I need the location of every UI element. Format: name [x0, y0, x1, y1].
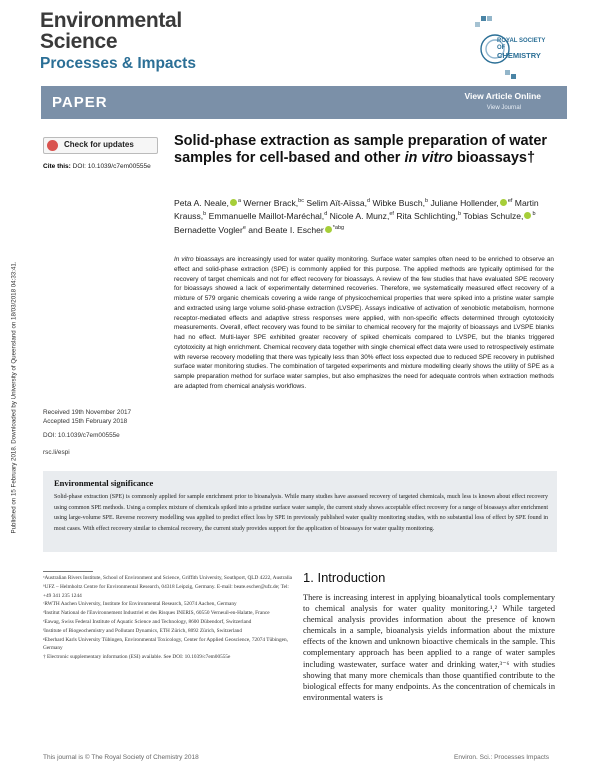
affiliations	[43, 571, 293, 662]
affiliation-marker: bc	[298, 198, 304, 204]
received-dates: Received 19th November 2017 Accepted 15th February 2018	[43, 409, 132, 425]
article-title: Solid-phase extraction as sample preparation of water samples for cell-based and other in vitro bioassays†	[174, 133, 548, 166]
journal-title-line1: Environmental	[40, 9, 182, 32]
affiliation-marker: d	[367, 198, 371, 204]
article-type-banner	[41, 86, 567, 119]
download-note: Published on 15 February 2018. Downloaded by University of Queensland on 18/03/2018 04:33:41.	[10, 261, 18, 534]
orcid-icon[interactable]	[500, 199, 507, 206]
significance-heading: Environmental significance	[54, 478, 154, 488]
article-doi: DOI: 10.1039/c7em00555e	[43, 432, 120, 439]
affiliation: ᵍEberhard Karls University Tübingen, Environmental Toxicology, Center for Applied Geoscience, 72074 Tübingen, Germany	[43, 636, 288, 652]
orcid-icon[interactable]	[230, 199, 237, 206]
orcid-icon[interactable]	[325, 226, 332, 233]
affiliation-marker: ef	[389, 211, 394, 218]
affiliation-marker: b	[457, 211, 462, 218]
author-name: Emmanuelle Maillot-Maréchal,	[208, 211, 325, 222]
footnote-rule	[43, 571, 93, 572]
author-name: Nicole A. Munz,	[329, 211, 390, 222]
affiliation: ᵉEawag, Swiss Federal Institute of Aquatic Science and Technology, 8600 Dübendorf, Switzerland	[43, 618, 252, 625]
abstract: In vitro bioassays are increasingly used for water quality monitoring. Surface water samples often need to be enriched to observe an effect and solid-phase extraction (SPE) is commonly applied for this purpose. The applied methods are typically optimised for the recovery of target chemicals and not for effect recovery for bioassays. A review of the few studies that have evaluated SPE recovery for bioassays showed a lack of experimentally determined recoveries. Therefore, we systematically measured effect recovery of a mixture of 579 organic chemicals covering a wide range of physicochemical properties that were spiked into a pristine water sample and extracted using large volume solid-phase extraction (LVSPE). Assays indicative of activation of xenobiotic metabolism, hormone receptor-mediated effects and adaptive stress responses were applied, with non-specific effects determined through cytotoxicity measurements. Overall, effect recovery was found to be similar to chemical recovery for the majority of bioassays and LVSPE blanks had no effect. Multi-layer SPE exhibited greater recovery of spiked chemicals compared to LVSPE, but the blanks triggered cytotoxicity at high enrichment. Chemical recovery data together with single chemical effect data were used to retrospectively estimate with reverse recovery modelling that there was typically less than 30% effect loss expected due to reduced SPE recovery in published surface water monitoring studies. The combination of targeted experiments and mixture modelling clearly shows the utility of SPE as a sample preparation method for surface water samples, but also emphasizes the need for adequate controls when extraction methods are adapted from chemical analysis workflows.	[174, 256, 554, 390]
esi-note: † Electronic supplementary information (ESI) available. See DOI: 10.1039/c7em00555e	[43, 654, 231, 661]
check-updates-icon	[47, 140, 58, 151]
affiliation-marker: *abg	[332, 224, 345, 231]
affiliation-marker: b	[425, 198, 429, 204]
short-link[interactable]: rsc.li/espi	[43, 449, 70, 456]
view-journal-link[interactable]: View Journal	[486, 105, 521, 111]
author-name: Selim Aït-Aïssa,	[306, 197, 368, 208]
author-name: Bernadette Vogler	[174, 224, 243, 235]
author-name: and Beate I. Escher	[248, 224, 324, 235]
journal-title	[40, 10, 196, 72]
author-list	[174, 196, 554, 236]
check-for-updates-label: Check for updates	[64, 140, 134, 149]
affiliation: ᶜRWTH Aachen University, Institute for Environmental Research, 52074 Aachen, Germany	[43, 601, 237, 608]
author-name: Peta A. Neale,	[174, 197, 229, 208]
affiliation-marker: a	[237, 198, 242, 204]
significance-box	[43, 471, 557, 552]
cite-this: Cite this: DOI: 10.1039/c7em00555e	[43, 163, 151, 170]
journal-title-line3: Processes & Impacts	[40, 55, 196, 72]
author-name: Juliane Hollender,	[430, 197, 499, 208]
author-name: Wibke Busch,	[372, 197, 426, 208]
affiliation-marker: e	[242, 224, 246, 231]
significance-body: Solid-phase extraction (SPE) is commonly applied for sample enrichment prior to bioanalysis. While many studies have assessed recovery of targeted chemicals, much less is known about effect recovery using common SPE methods. Using a complex mixture of chemicals spiked into a pristine surface water sample, the current study shows acceptable effect recovery for a range of bioassays after enrichment using large-volume SPE. Reverse recovery modelling was applied to predict effect loss by SPE in previously published water quality monitoring studies, with no substantial loss of effect by SPE found in most cases. With effect recovery similar to chemical recovery, the current study provides support for the application of bioassays for water quality monitoring.	[54, 494, 548, 532]
affiliation-marker: d	[324, 211, 328, 218]
author-name: Martin Krauss,	[174, 197, 539, 222]
affiliation-marker: b	[532, 211, 536, 218]
check-for-updates-button[interactable]	[43, 137, 158, 154]
affiliation: ᵈInstitut National de l'Environnement Industriel et des Risques INERIS, 60550 Verneuil-en-Halatte, France	[43, 610, 270, 617]
author-name: Werner Brack,	[243, 197, 299, 208]
author-name: Tobias Schulze,	[463, 211, 524, 222]
author-name: Rita Schlichting,	[396, 211, 458, 222]
orcid-icon[interactable]	[524, 212, 531, 219]
section-label: PAPER	[52, 94, 108, 111]
introduction-body: There is increasing interest in applying bioanalytical tools complementary to chemical analysis for water quality monitoring.¹,² While targeted chemical analysis provides information about the presence of known chemicals in a sample, bioanalysis yields information about the mixture effects of the known and unknown bioactive chemicals in the sample. This complementary approach has been applied to a range of water samples including wastewater, surface water and drinking water,³⁻⁶ with studies showing that many more chemicals than those quantified contribute to the biological effects for many endpoints. As the concentration of chemicals in environmental waters is	[303, 593, 555, 702]
affiliation: ᵃAustralian Rivers Institute, School of Environment and Science, Griffith University, Southport, QLD 4222, Australia	[43, 575, 293, 581]
introduction-heading: 1. Introduction	[303, 570, 386, 585]
affiliation-marker: ef	[507, 198, 513, 204]
rsc-wordmark: ROYAL SOCIETY OF CHEMISTRY	[497, 38, 546, 60]
affiliation-marker: b	[203, 211, 207, 218]
view-article-online-link[interactable]: View Article Online	[464, 91, 541, 101]
footer-journal: Environ. Sci.: Processes Impacts	[454, 754, 550, 761]
footer-copyright: This journal is © The Royal Society of Chemistry 2018	[43, 754, 199, 761]
affiliation: ᵇUFZ – Helmholtz Centre for Environmental Research, 04318 Leipzig, Germany. E-mail: beate.escher@ufz.de; Tel: +49 341 235 1244	[43, 583, 289, 599]
affiliation: ᶠInstitute of Biogeochemistry and Pollutant Dynamics, ETH Zürich, 8092 Zürich, Switzerland	[43, 627, 242, 634]
journal-title-line2: Science	[40, 30, 118, 53]
